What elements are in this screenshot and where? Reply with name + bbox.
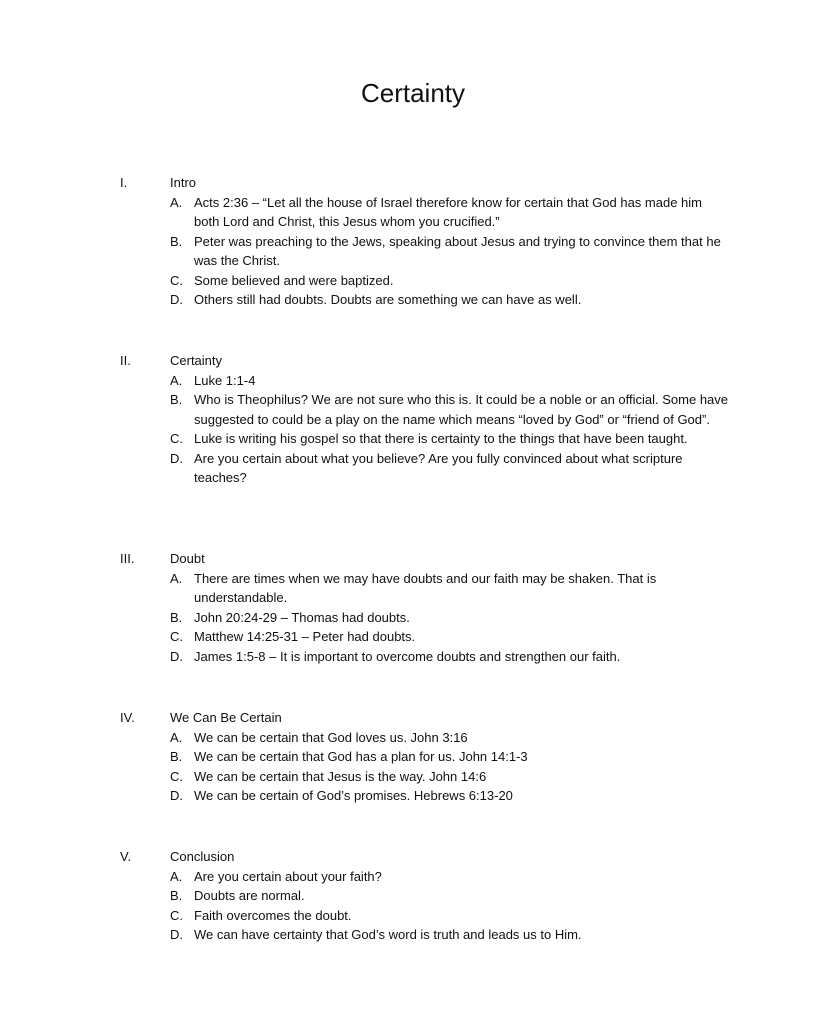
outline-section-conclusion [0,847,826,945]
section-header [0,173,826,193]
section-heading: Certainty [170,353,223,368]
item-text: We can be certain that God loves us. John 3:16 [194,729,468,745]
outline-item [0,925,729,945]
item-text: We can have certainty that God’s word is truth and leads us to Him. [194,927,582,942]
outline-section-we-can-be-certain [0,708,826,806]
item-letter: D. [170,292,183,307]
section-numeral: IV. [120,710,135,725]
item-letter: A. [170,729,183,745]
item-text: Others still had doubts. Doubts are something we can have as well. [194,292,582,307]
item-text: Matthew 14:25-31 – Peter had doubts. [194,629,416,644]
outline-item [0,371,729,391]
item-text: Acts 2:36 – “Let all the house of Israel therefore know for certain that God has made him both Lord and Christ, this Jesus whom you crucified.” [194,194,702,229]
item-text: Peter was preaching to the Jews, speaking about Jesus and trying to convince them that he was the Christ. [194,233,721,268]
item-letter: D. [170,927,183,942]
outline-item [0,271,729,291]
section-header [0,847,826,867]
outline-item [0,886,729,906]
item-letter: B. [170,888,183,903]
section-heading: Intro [170,175,197,190]
section-numeral: III. [120,551,135,566]
outline-item [0,728,729,748]
item-letter: B. [170,233,183,249]
item-letter: B. [170,609,183,625]
outline-item [0,390,729,429]
section-numeral: V. [120,849,132,864]
section-header [0,351,826,371]
outline-item [0,647,729,667]
section-heading: We Can Be Certain [170,710,282,725]
item-letter: C. [170,431,183,446]
outline-item [0,429,729,449]
outline-item [0,767,729,787]
section-header [0,708,826,728]
document-title: Certainty [360,78,466,108]
item-text: John 20:24-29 – Thomas had doubts. [194,609,410,625]
item-text: There are times when we may have doubts and our faith may be shaken. That is understandable. [194,570,657,605]
outline-item [0,232,729,271]
outline-item [0,193,729,232]
item-text: We can be certain that God has a plan for us. John 14:1-3 [194,749,528,764]
section-header [0,549,826,569]
item-letter: C. [170,768,183,784]
item-letter: D. [170,648,183,664]
item-letter: D. [170,788,183,803]
outline-item [0,786,729,806]
section-heading: Conclusion [170,849,235,864]
outline-section-intro [0,173,826,310]
outline-item [0,747,729,767]
item-letter: A. [170,372,183,388]
item-text: Luke is writing his gospel so that there is certainty to the things that have been taught. [194,431,688,446]
section-heading: Doubt [170,551,205,566]
item-letter: A. [170,194,183,210]
outline-item [0,608,729,628]
outline-item [0,449,729,488]
item-letter: B. [170,392,183,407]
outline-item [0,290,729,310]
item-text: James 1:5-8 – It is important to overcome doubts and strengthen our faith. [194,648,621,664]
item-letter: A. [170,570,183,586]
outline-item [0,569,729,608]
item-text: Doubts are normal. [194,888,305,903]
item-letter: C. [170,629,183,644]
item-text: Faith overcomes the doubt. [194,907,352,923]
item-letter: A. [170,868,183,884]
item-letter: C. [170,272,183,288]
outline-section-certainty [0,351,826,488]
section-numeral: II. [120,353,131,368]
item-text: We can be certain that Jesus is the way. John 14:6 [194,768,487,784]
item-letter: B. [170,749,183,764]
item-text: Luke 1:1-4 [194,372,256,388]
item-text: Who is Theophilus? We are not sure who this is. It could be a noble or an official. Some have suggested to could be a play on the name which means “loved by God” or “friend of God”. [194,392,729,427]
outline-item [0,867,729,887]
outline-item [0,627,729,647]
outline-item [0,906,729,926]
item-text: Are you certain about your faith? [194,868,382,884]
section-numeral: I. [120,175,128,190]
item-text: Are you certain about what you believe? Are you fully convinced about what scripture teaches? [194,450,683,485]
outline-section-doubt [0,549,826,666]
item-text: Some believed and were baptized. [194,272,394,288]
item-letter: D. [170,450,183,466]
item-text: We can be certain of God’s promises. Hebrews 6:13-20 [194,788,513,803]
item-letter: C. [170,907,183,923]
